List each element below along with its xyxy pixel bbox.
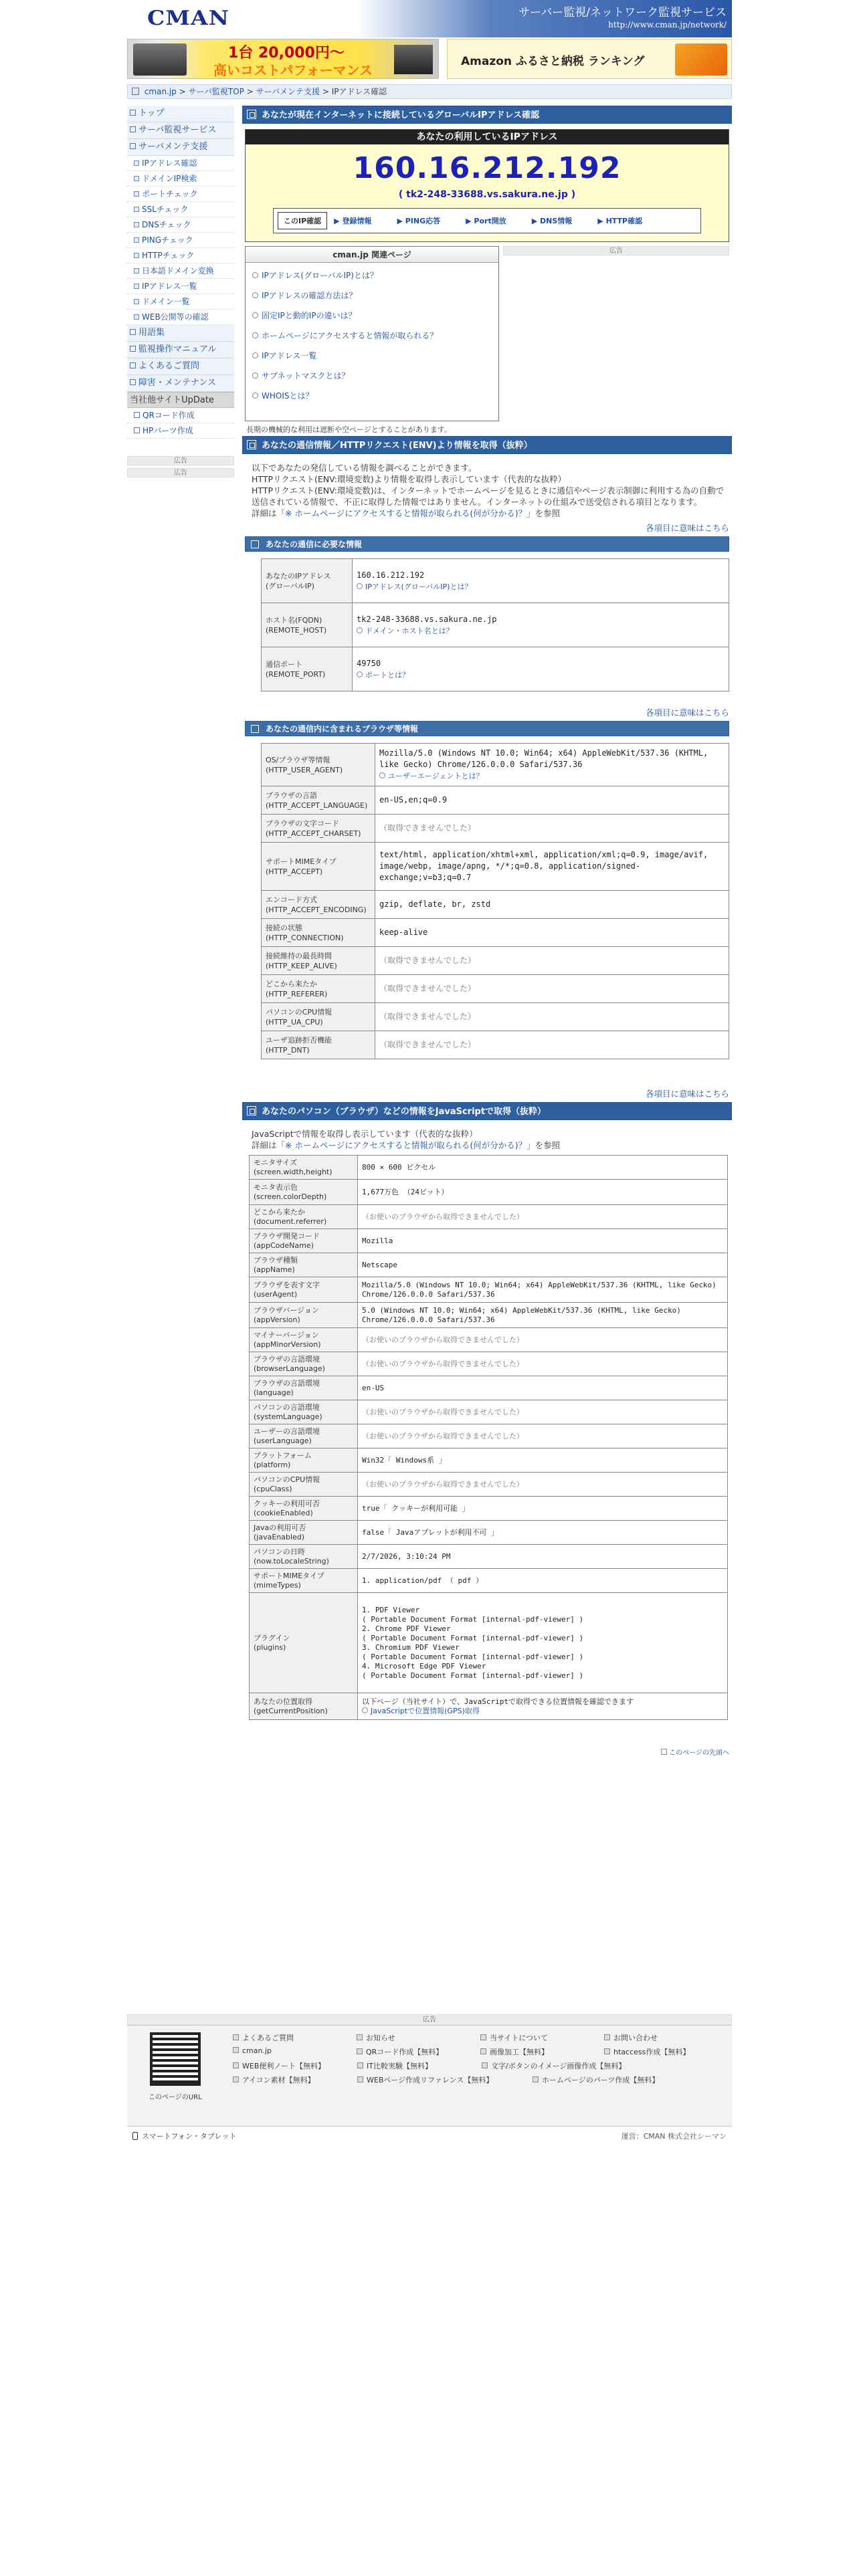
section-js-title: あなたのパソコン（ブラウザ）などの情報をJavaScriptで取得（抜粋） xyxy=(242,1102,732,1120)
env-description: 以下であなたの発信している情報を調べることができます。 HTTPリクエスト(ENV:環境変数)より情報を取得し表示しています（代表的な抜粋） HTTPリクエスト(ENV:環境変数)は、インターネットでホームページを見るときに通信やページ表示制御に利用する為の自動で送信されている情報で、不正に取得した情報ではありません。インターネットの仕組みで送受信される項目となります。 詳細は「※ ホームページにアクセスすると情報が取られる(何が分かる)？」を参照 xyxy=(252,463,725,518)
breadcrumb-current: IPアドレス確認 xyxy=(331,87,387,96)
bullet-icon xyxy=(134,207,139,212)
related-link[interactable]: IPアドレス一覧 xyxy=(246,346,498,366)
row-key: Javaの利用可否 (javaEnabled) xyxy=(250,1521,358,1545)
bullet-icon xyxy=(134,237,139,243)
row-value: （お使いのブラウザから取得できませんでした） xyxy=(362,1359,524,1368)
page-top-link[interactable]: このページの先頭へ xyxy=(242,1747,732,1757)
table-row xyxy=(250,1205,728,1229)
table-row xyxy=(250,1497,728,1521)
row-value: 5.0 (Windows NT 10.0; Win64; x64) AppleWebKit/537.36 (KHTML, like Gecko) Chrome/126.0.0.0 Safari/537.36 xyxy=(362,1305,681,1324)
table-row xyxy=(262,891,729,919)
sidebar-item-domain-ip[interactable]: ドメインIP検索 xyxy=(127,171,234,187)
bullet-icon xyxy=(134,284,139,289)
item-meaning-link[interactable]: 各項目に意味はこちら xyxy=(645,1089,729,1099)
row-value: keep-alive xyxy=(379,928,428,937)
table-row xyxy=(262,559,729,603)
server-image xyxy=(133,43,187,76)
section-ip-title: あなたが現在インターネットに接続しているグローバルIPアドレス確認 xyxy=(242,106,732,124)
row-value: tk2-248-33688.vs.sakura.ne.jp xyxy=(357,614,497,624)
help-link[interactable]: ドメイン・ホスト名とは？ xyxy=(357,625,725,637)
row-value: en-US,en;q=0.9 xyxy=(379,795,448,804)
sidebar-item-faq[interactable]: よくあるご質問 xyxy=(127,358,234,375)
sidebar xyxy=(127,106,234,477)
row-value: 1. application/pdf （ pdf ） xyxy=(362,1576,483,1585)
ip-display-box xyxy=(245,129,729,242)
footer-link[interactable]: IT比較実験【無料】 xyxy=(357,2060,482,2074)
server-plan-banner[interactable] xyxy=(127,39,439,79)
row-value: true「 クッキーが利用可能 」 xyxy=(362,1503,470,1513)
sidebar-item-ping-check[interactable]: PINGチェック xyxy=(127,233,234,248)
table-row xyxy=(262,975,729,1003)
circle-icon xyxy=(357,583,363,589)
row-key: モニタサイズ (screen.width,height) xyxy=(250,1156,358,1180)
table-row xyxy=(262,815,729,843)
row-value: 1,677万色 （24ビット） xyxy=(362,1187,449,1196)
row-key: エンコード方式 (HTTP_ACCEPT_ENCODING) xyxy=(262,891,375,919)
site-header xyxy=(127,0,732,37)
table-row xyxy=(250,1303,728,1328)
table-row xyxy=(250,1593,728,1693)
arrow-up-icon xyxy=(661,1749,667,1755)
footer-links-box xyxy=(127,2025,732,2127)
sidebar-item-glossary[interactable]: 用語集 xyxy=(127,325,234,342)
row-key: ブラウザの言語環境 (browserLanguage) xyxy=(250,1352,358,1376)
related-heading: cman.jp 関連ページ xyxy=(246,247,498,263)
table-row xyxy=(262,647,729,691)
help-link[interactable]: IPアドレス(グローバルIP)とは？ xyxy=(357,581,725,593)
circle-icon xyxy=(357,627,363,633)
table-row xyxy=(250,1328,728,1352)
browser-info-heading: あなたの通信内に含まれるブラウザ等情報 xyxy=(245,721,729,736)
table-row xyxy=(250,1352,728,1376)
breadcrumb: cman.jp > サーバ監視TOP > サーバメンテ支援 > IPアドレス確認 xyxy=(127,84,732,99)
square-icon xyxy=(130,329,136,335)
help-link[interactable]: JavaScriptで位置情報(GPS)取得 xyxy=(362,1707,723,1716)
link-ping[interactable]: ▶ PING応答 xyxy=(397,217,441,225)
square-icon xyxy=(233,2076,239,2082)
section-icon xyxy=(251,725,259,733)
row-key: 通信ポート (REMOTE_PORT) xyxy=(262,647,353,691)
table-row xyxy=(250,1521,728,1545)
sidebar-item-monitoring[interactable]: サーバ監視サービス xyxy=(127,122,234,139)
table-row xyxy=(250,1545,728,1569)
row-value: Win32「 Windows系 」 xyxy=(362,1455,446,1465)
circle-icon xyxy=(252,372,258,379)
related-link[interactable]: WHOISとは？ xyxy=(246,386,498,406)
row-key: ユーザ追跡拒否機能 (HTTP_DNT) xyxy=(262,1031,375,1059)
row-key: パソコンのCPU情報 (cpuClass) xyxy=(250,1473,358,1497)
row-value: Mozilla xyxy=(362,1236,393,1245)
square-icon xyxy=(482,2062,488,2068)
section-env-title: あなたの通信情報／HTTPリクエスト(ENV)より情報を取得（抜粋） xyxy=(242,436,732,454)
main-content xyxy=(242,106,732,1757)
related-pages-box xyxy=(245,246,499,421)
table-row xyxy=(262,843,729,891)
host-name: ( tk2-248-33688.vs.sakura.ne.jp ) xyxy=(398,189,576,200)
section-icon xyxy=(247,110,256,119)
row-key: OS/ブラウザ等情報 (HTTP_USER_AGENT) xyxy=(262,744,375,786)
circle-icon xyxy=(252,332,258,338)
row-value: 以下ページ（当社サイト）で、JavaScriptで取得できる位置情報を確認できます xyxy=(362,1697,634,1706)
square-icon xyxy=(357,2034,363,2040)
table-row xyxy=(262,1003,729,1031)
row-value: 160.16.212.192 xyxy=(357,570,425,580)
row-key: プラグイン (plugins) xyxy=(250,1593,358,1693)
table-row xyxy=(262,1031,729,1059)
required-info-table xyxy=(261,558,729,691)
table-row xyxy=(250,1180,728,1205)
circle-icon xyxy=(252,393,258,399)
banner-price: 1台 20,000円～ xyxy=(228,45,345,62)
square-icon xyxy=(130,362,136,368)
footer-link[interactable]: htaccess作成【無料】 xyxy=(604,2046,728,2060)
banner-tagline: 高いコストパフォーマンス xyxy=(213,62,373,78)
square-icon xyxy=(130,126,136,132)
square-icon xyxy=(533,2076,539,2082)
sidebar-item-http-check[interactable]: HTTPチェック xyxy=(127,248,234,263)
site-title: サーバー監視/ネットワーク監視サービス xyxy=(518,6,727,19)
circle-icon xyxy=(252,352,258,358)
row-value: （お使いのブラウザから取得できませんでした） xyxy=(362,1431,524,1440)
footer xyxy=(127,2014,732,2147)
smartphone-icon xyxy=(132,2132,138,2140)
table-row xyxy=(262,744,729,786)
related-link[interactable]: ホームページにアクセスすると情報が取られる？ xyxy=(246,326,498,346)
square-icon xyxy=(233,2034,239,2040)
ip-box-heading: あなたの利用しているIPアドレス xyxy=(246,130,729,144)
table-row xyxy=(262,603,729,647)
row-key: ブラウザの言語環境 (language) xyxy=(250,1376,358,1400)
bullet-icon xyxy=(134,299,139,304)
row-key: ブラウザの言語 (HTTP_ACCEPT_LANGUAGE) xyxy=(262,786,375,815)
row-key: ブラウザの文字コード (HTTP_ACCEPT_CHARSET) xyxy=(262,815,375,843)
ad-label: 広告 xyxy=(503,246,729,255)
circle-icon xyxy=(252,312,258,318)
sidebar-item-hp-parts[interactable]: HPパーツ作成 xyxy=(127,423,234,439)
row-value: 49750 xyxy=(357,658,381,668)
square-icon xyxy=(130,346,136,352)
js-description: JavaScriptで情報を取得し表示しています（代表的な抜粋） 詳細は「※ ホームページにアクセスすると情報が取られる(何が分かる)？」を参照 xyxy=(252,1129,561,1150)
footer-link[interactable]: 当サイトについて xyxy=(480,2032,604,2046)
circle-icon xyxy=(252,292,258,298)
row-key: パソコンの言語環境 (systemLanguage) xyxy=(250,1400,358,1424)
row-key: パソコンの日時 (now.toLocaleString) xyxy=(250,1545,358,1569)
table-row xyxy=(250,1473,728,1497)
breadcrumb-link[interactable]: サーバメンテ支援 xyxy=(256,87,320,96)
related-link[interactable]: IPアドレスの確認方法は？ xyxy=(246,286,498,306)
sidebar-item-manual[interactable]: 監視操作マニュアル xyxy=(127,342,234,358)
sidebar-item-ip-list[interactable]: IPアドレス一覧 xyxy=(127,279,234,294)
circle-icon xyxy=(362,1707,368,1713)
row-key: どこから来たか (HTTP_REFERER) xyxy=(262,975,375,1003)
row-value: 1. PDF Viewer ( Portable Document Format [internal-pdf-viewer] ) 2. Chrome PDF Viewer ( Portable Document Format [internal-pdf-viewer] ) 3. Chromium PDF Viewer ( Portable Document Format [internal-pdf-viewer] ) 4. Microsoft Edge PDF Viewer ( Portable Document Format [internal-pdf-viewer] ) xyxy=(362,1605,584,1680)
help-link[interactable]: ポートとは？ xyxy=(357,669,725,681)
section-icon xyxy=(247,1106,256,1115)
row-value: false「 Javaアプレットが利用不可 」 xyxy=(362,1527,499,1537)
tab-this-ip[interactable]: このIP確認 xyxy=(278,212,327,229)
footer-link[interactable]: お知らせ xyxy=(357,2032,480,2046)
link-http[interactable]: ▶ HTTP確認 xyxy=(597,217,643,225)
ad-label: 広告 xyxy=(127,468,234,477)
link-dns[interactable]: ▶ DNS情報 xyxy=(531,217,573,225)
row-key: プラットフォーム (platform) xyxy=(250,1448,358,1473)
amazon-banner[interactable] xyxy=(447,39,732,79)
table-row xyxy=(250,1277,728,1303)
sidebar-item-maintenance[interactable]: サーバメンテ支援 xyxy=(127,139,234,156)
table-row xyxy=(250,1229,728,1253)
footer-link[interactable]: アイコン素材【無料】 xyxy=(233,2074,357,2088)
square-icon xyxy=(233,2047,239,2053)
square-icon xyxy=(604,2034,610,2040)
square-icon xyxy=(130,143,136,149)
row-key: あなたの位置取得 (getCurrentPosition) xyxy=(250,1693,358,1720)
table-row xyxy=(250,1156,728,1180)
detail-link[interactable]: ※ ホームページにアクセスすると情報が取られる(何が分かる)？ xyxy=(285,508,527,518)
row-value: （お使いのブラウザから取得できませんでした） xyxy=(362,1407,524,1416)
breadcrumb-link[interactable]: サーバ監視TOP xyxy=(188,87,244,96)
table-row xyxy=(250,1569,728,1593)
square-icon xyxy=(357,2062,363,2068)
footer-columns xyxy=(233,2032,728,2088)
sidebar-item-ssl-check[interactable]: SSLチェック xyxy=(127,202,234,217)
row-value: 800 × 600 ピクセル xyxy=(362,1162,436,1172)
row-key: マイナーバージョン (appMinorVersion) xyxy=(250,1328,358,1352)
sidebar-item-domain-list[interactable]: ドメイン一覧 xyxy=(127,294,234,310)
site-logo[interactable]: CMAN xyxy=(147,7,229,30)
row-value: gzip, deflate, br, zstd xyxy=(379,899,491,909)
related-link[interactable]: サブネットマスクとは？ xyxy=(246,366,498,386)
operator-text: 運営：CMAN 株式会社シーマン xyxy=(621,2132,727,2141)
required-info-heading: あなたの通信に必要な情報 xyxy=(245,536,729,552)
bullet-icon xyxy=(134,222,139,227)
detail-link[interactable]: ※ ホームページにアクセスすると情報が取られる(何が分かる)？ xyxy=(285,1140,527,1150)
row-value: en-US xyxy=(362,1383,385,1392)
row-key: ブラウザを表す文字 (userAgent) xyxy=(250,1277,358,1303)
footer-link[interactable]: よくあるご質問 xyxy=(233,2032,357,2046)
server-image-2 xyxy=(394,45,433,74)
row-key: ブラウザ開発コード (appCodeName) xyxy=(250,1229,358,1253)
circle-icon xyxy=(379,772,385,778)
link-port[interactable]: ▶ Port開放 xyxy=(466,217,506,225)
square-icon xyxy=(604,2048,610,2054)
sidebar-item-ip-check[interactable]: IPアドレス確認 xyxy=(127,156,234,171)
square-icon xyxy=(357,2076,363,2082)
circle-icon xyxy=(252,272,258,278)
site-url: http://www.cman.jp/network/ xyxy=(608,20,727,29)
ip-address: 160.16.212.192 xyxy=(353,151,622,185)
table-row xyxy=(250,1400,728,1424)
breadcrumb-icon xyxy=(132,88,139,95)
row-value: （取得できませんでした） xyxy=(379,984,476,993)
related-area xyxy=(242,246,732,435)
ip-tool-links xyxy=(273,208,701,233)
related-link[interactable]: 固定IPと動的IPの違いは？ xyxy=(246,306,498,326)
square-icon xyxy=(480,2048,486,2054)
square-icon xyxy=(130,379,136,385)
sidebar-item-dns-check[interactable]: DNSチェック xyxy=(127,217,234,233)
item-meaning-link[interactable]: 各項目に意味はこちら xyxy=(645,523,729,533)
breadcrumb-link[interactable]: cman.jp xyxy=(144,87,177,96)
bullet-icon xyxy=(134,314,139,320)
table-row xyxy=(250,1693,728,1720)
footer-link[interactable]: 画像加工【無料】 xyxy=(480,2046,604,2060)
table-row xyxy=(250,1424,728,1448)
amazon-banner-image xyxy=(675,43,727,76)
row-key: あなたのIPアドレス (グローバルIP) xyxy=(262,559,353,603)
usage-note: 長期の機械的な利用は遮断や空ページとすることがあります。 xyxy=(246,425,452,434)
sidebar-item-web-publish[interactable]: WEB公開等の確認 xyxy=(127,310,234,325)
row-key: ユーザーの言語環境 (userLanguage) xyxy=(250,1424,358,1448)
row-key: ブラウザ種類 (appName) xyxy=(250,1253,358,1277)
help-link[interactable]: ユーザーエージェントとは？ xyxy=(379,770,725,782)
row-value: （取得できませんでした） xyxy=(379,1040,476,1049)
square-icon xyxy=(134,427,140,433)
table-row xyxy=(262,919,729,947)
square-icon xyxy=(357,2048,363,2054)
square-icon xyxy=(233,2062,239,2068)
bullet-icon xyxy=(134,268,139,274)
row-key: 接続の状態 (HTTP_CONNECTION) xyxy=(262,919,375,947)
table-row xyxy=(262,947,729,975)
square-icon xyxy=(130,110,136,116)
row-value: （取得できませんでした） xyxy=(379,956,476,965)
table-row xyxy=(262,786,729,815)
footer-link[interactable]: QRコード作成【無料】 xyxy=(357,2046,480,2060)
row-value: Netscape xyxy=(362,1260,397,1269)
footer-link[interactable]: お問い合わせ xyxy=(604,2032,728,2046)
row-value: text/html, application/xhtml+xml, application/xml;q=0.9, image/avif, image/webp, image/apng, */*;q=0.8, application/signed-exchange;v=b3;q=0.7 xyxy=(379,850,708,882)
row-key: パソコンのCPU情報 (HTTP_UA_CPU) xyxy=(262,1003,375,1031)
banner-row xyxy=(127,39,732,80)
row-key: モニタ表示色 (screen.colorDepth) xyxy=(250,1180,358,1205)
bullet-icon xyxy=(134,191,139,197)
row-key: サポートMIMEタイプ (HTTP_ACCEPT) xyxy=(262,843,375,891)
row-value: （取得できませんでした） xyxy=(379,823,476,833)
bullet-icon xyxy=(134,253,139,258)
sidebar-item-port-check[interactable]: ポートチェック xyxy=(127,187,234,202)
sidebar-item-incidents[interactable]: 障害・メンテナンス xyxy=(127,375,234,392)
row-key: 接続維持の最長時間 (HTTP_KEEP_ALIVE) xyxy=(262,947,375,975)
section-icon xyxy=(251,540,259,548)
section-icon xyxy=(247,440,256,449)
row-key: どこから来たか (document.referrer) xyxy=(250,1205,358,1229)
footer-link[interactable]: WEBページ作成リファレンス【無料】 xyxy=(357,2074,533,2088)
sidebar-item-idn-convert[interactable]: 日本語ドメイン変換 xyxy=(127,263,234,279)
qr-label: このページのURL xyxy=(149,2094,202,2101)
row-value: （お使いのブラウザから取得できませんでした） xyxy=(362,1335,524,1344)
related-link[interactable]: IPアドレス(グローバルIP)とは？ xyxy=(246,265,498,286)
qr-code xyxy=(150,2032,201,2086)
sidebar-item-qr[interactable]: QRコード作成 xyxy=(127,408,234,423)
item-meaning-link[interactable]: 各項目に意味はこちら xyxy=(645,708,729,718)
circle-icon xyxy=(357,671,363,677)
browser-info-table xyxy=(261,743,729,1059)
row-value: Mozilla/5.0 (Windows NT 10.0; Win64; x64) AppleWebKit/537.36 (KHTML, like Gecko) Chrome/126.0.0.0 Safari/537.36 xyxy=(379,748,708,769)
row-value: Mozilla/5.0 (Windows NT 10.0; Win64; x64) AppleWebKit/537.36 (KHTML, like Gecko) Chrome/126.0.0.0 Safari/537.36 xyxy=(362,1280,717,1299)
js-info-table xyxy=(249,1155,728,1720)
sidebar-item-top[interactable]: トップ xyxy=(127,106,234,122)
footer-link[interactable]: WEB便利ノート【無料】 xyxy=(233,2060,357,2074)
link-registration[interactable]: ▶ 登録情報 xyxy=(334,217,372,225)
bullet-icon xyxy=(134,160,139,166)
mobile-link[interactable]: スマートフォン・タブレット xyxy=(132,2127,236,2147)
sidebar-other-heading: 当社他サイトUpDate xyxy=(127,392,234,408)
row-value: 2/7/2026, 3:10:24 PM xyxy=(362,1551,451,1561)
table-row xyxy=(250,1253,728,1277)
row-key: ホスト名(FQDN) (REMOTE_HOST) xyxy=(262,603,353,647)
amazon-banner-text: Amazon ふるさと納税 ランキング xyxy=(461,55,645,68)
row-key: サポートMIMEタイプ (mimeTypes) xyxy=(250,1569,358,1593)
footer-link[interactable]: ホームページのパーツ作成【無料】 xyxy=(533,2074,659,2088)
square-icon xyxy=(134,412,140,418)
ad-label: 広告 xyxy=(127,2014,732,2025)
row-value: （取得できませんでした） xyxy=(379,1012,476,1021)
table-row xyxy=(250,1448,728,1473)
ad-label: 広告 xyxy=(127,456,234,465)
bullet-icon xyxy=(134,176,139,181)
footer-bottom xyxy=(127,2127,732,2147)
table-row xyxy=(250,1376,728,1400)
footer-link[interactable]: cman.jp xyxy=(233,2046,357,2060)
row-key: ブラウザバージョン (appVersion) xyxy=(250,1303,358,1328)
row-value: （お使いのブラウザから取得できませんでした） xyxy=(362,1212,524,1221)
row-key: クッキーの利用可否 (cookieEnabled) xyxy=(250,1497,358,1521)
page xyxy=(127,0,732,2141)
square-icon xyxy=(480,2034,486,2040)
footer-link[interactable]: 文字/ボタンのイメージ画像作成【無料】 xyxy=(482,2060,626,2074)
row-value: （お使いのブラウザから取得できませんでした） xyxy=(362,1479,524,1489)
